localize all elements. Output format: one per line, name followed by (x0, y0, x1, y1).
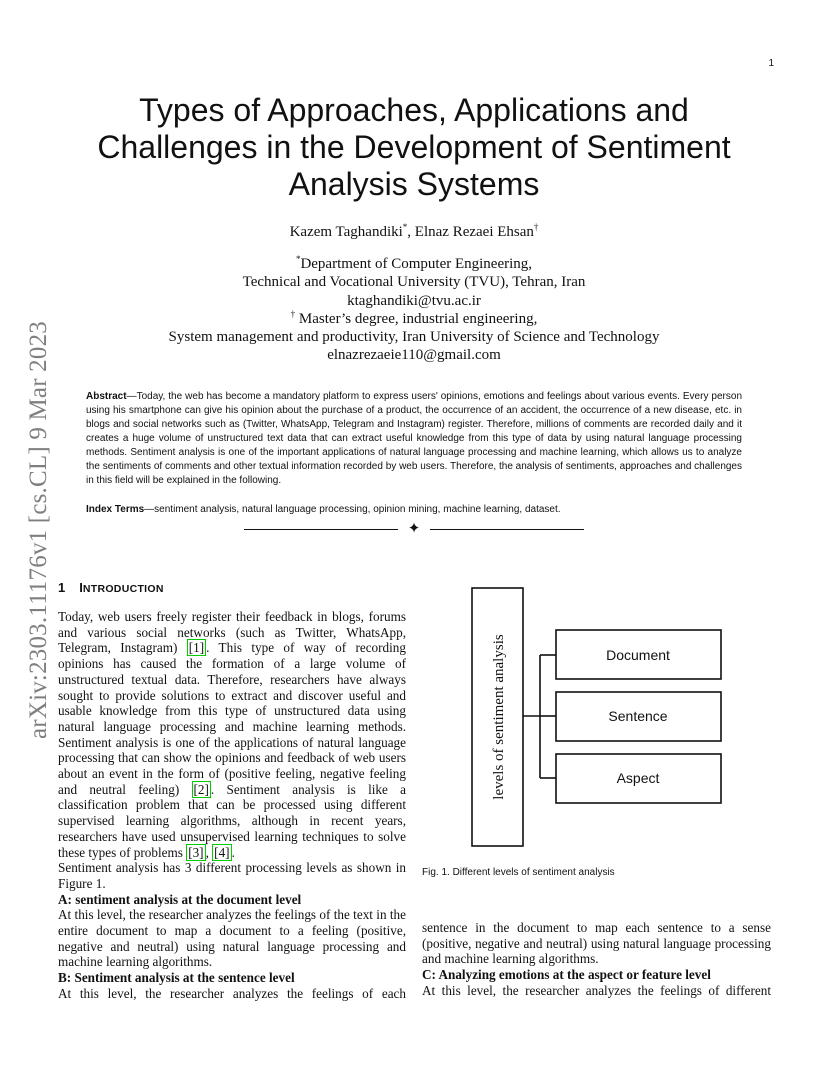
author-1-mark: * (402, 222, 408, 232)
separator-line-right (430, 529, 584, 530)
affil-line-4: Master’s degree, industrial engineering, (295, 310, 538, 327)
title-line-1: Types of Approaches, Applications and (139, 92, 689, 128)
affil-email-2: elnazrezaeie110@gmail.com (327, 347, 501, 364)
paragraph-b-continued: sentence in the document to map each sentence to a sense (positive, negative and neutral) using natural language processing and machine learning algorithms. (422, 920, 771, 967)
title-line-2: Challenges in the Development of Sentiment (97, 129, 731, 165)
affiliations (60, 255, 768, 365)
affil-line-1: Department of Computer Engineering, (300, 256, 533, 272)
section-number: 1 (58, 580, 66, 595)
affil-line-5: System management and productivity, Iran University of Science and Technology (168, 329, 660, 346)
citation-link-4[interactable]: [4] (214, 844, 230, 860)
paragraph-b-start: At this level, the researcher analyzes the feelings of each (58, 985, 406, 1001)
subheading-c: C: Analyzing emotions at the aspect or feature level (422, 967, 711, 983)
paragraph-c-start: At this level, the researcher analyzes the feelings of different (422, 982, 771, 998)
intro-text-c: . Sentiment analysis is like a classification problem that can be processed using different supervised learning algorithms, although in recent years, researchers have used unsupervised learning techniques to solve these types of problems (58, 781, 406, 860)
separator-line-left (244, 529, 398, 530)
arxiv-watermark: arXiv:2303.11176v1 [cs.CL] 9 Mar 2023 (25, 321, 52, 739)
aspect-box-label: Aspect (616, 770, 660, 786)
author-list (60, 222, 768, 242)
author-separator: , (407, 224, 415, 240)
citation-link-1[interactable]: [1] (188, 640, 205, 656)
separator-diamond-icon: ✦ (407, 521, 421, 537)
citation-link-3[interactable]: [3] (188, 844, 204, 860)
figure-caption: Fig. 1. Different levels of sentiment analysis (422, 867, 615, 878)
abstract-label: Abstract (86, 391, 127, 402)
intro-text-b: . This type of way of recording opinions has caused the formation of a large volume of unstructured textual data. Therefore, researchers have always sought to provide solutions to extract and discover useful and usable knowledge from this type of unstructured data using natural language processing and machine learning methods. Sentiment analysis is one of the applications of natural language processing that can show the opinions and feedback of web users about an event in the form of (positive feeling, negative feeling and neutral feeling) (58, 640, 406, 797)
section-title-initial: I (79, 580, 83, 595)
right-column (422, 920, 771, 999)
author-2: Elnaz Rezaei Ehsan (414, 224, 534, 240)
subheading-a: A: sentiment analysis at the document level (58, 891, 302, 907)
paper-title (60, 92, 768, 203)
main-level-label: levels of sentiment analysis (491, 634, 507, 800)
index-terms-label: Index Terms (86, 504, 145, 515)
sentence-box-label: Sentence (608, 708, 668, 724)
index-terms-text: —sentiment analysis, natural language processing, opinion mining, machine learning, dataset. (144, 504, 561, 515)
intro-text-d: . (231, 844, 235, 860)
index-terms (86, 503, 742, 517)
page-number: 1 (768, 58, 774, 69)
intro-paragraph-2: Sentiment analysis has 3 different processing levels as shown in Figure 1. (58, 860, 406, 891)
citation-link-2[interactable]: [2] (193, 781, 209, 797)
author-1: Kazem Taghandiki (289, 224, 403, 240)
intro-text-a: Today, web users freely register their feedback in blogs, forums and various social networks (such as Twitter, WhatsApp, Telegram, Instagram) (58, 609, 406, 656)
affil-mark-2: † (290, 308, 296, 319)
section-heading (58, 580, 408, 597)
intro-paragraph-1 (58, 609, 406, 860)
paragraph-a: At this level, the researcher analyzes the feelings of the text in the entire document to map a document to a feeling (positive, negative and neutral) using natural language processing and machine learning algorithms. (58, 907, 406, 970)
affil-email-1: ktaghandiki@tvu.ac.ir (347, 292, 481, 309)
author-2-mark: † (533, 222, 539, 232)
left-column (58, 609, 406, 1002)
affil-line-2: Technical and Vocational University (TVU), Tehran, Iran (242, 274, 586, 291)
abstract (86, 390, 742, 488)
affil-mark-1: * (295, 254, 301, 264)
document-box-label: Document (606, 647, 670, 663)
figure-levels-diagram (470, 587, 770, 849)
section-title-rest: NTRODUCTION (82, 583, 164, 595)
title-line-3: Analysis Systems (288, 166, 540, 202)
abstract-text: —Today, the web has become a mandatory platform to express users' opinions, emotions and feelings about various events. Every person using his smartphone can give his opinion about the purchase of a product, the occurrence of an accident, the occurrence of a new disease, etc. in blogs and social networks such as (Twitter, WhatsApp, Telegram and Instagram) register. Therefore, millions of comments are recorded daily and it creates a huge volume of unstructured text data that can extract useful knowledge from this type of data by using natural language processing methods. Sentiment analysis is one of the important applications of natural language processing and machine learning, which allows us to analyze the sentiments of comments and other textual information recorded by web users. Therefore, the analysis of sentiments, approaches and challenges in this field will be explained in the following. (86, 391, 742, 486)
subheading-b: B: Sentiment analysis at the sentence level (58, 970, 295, 986)
citation-separator: , (205, 844, 213, 860)
